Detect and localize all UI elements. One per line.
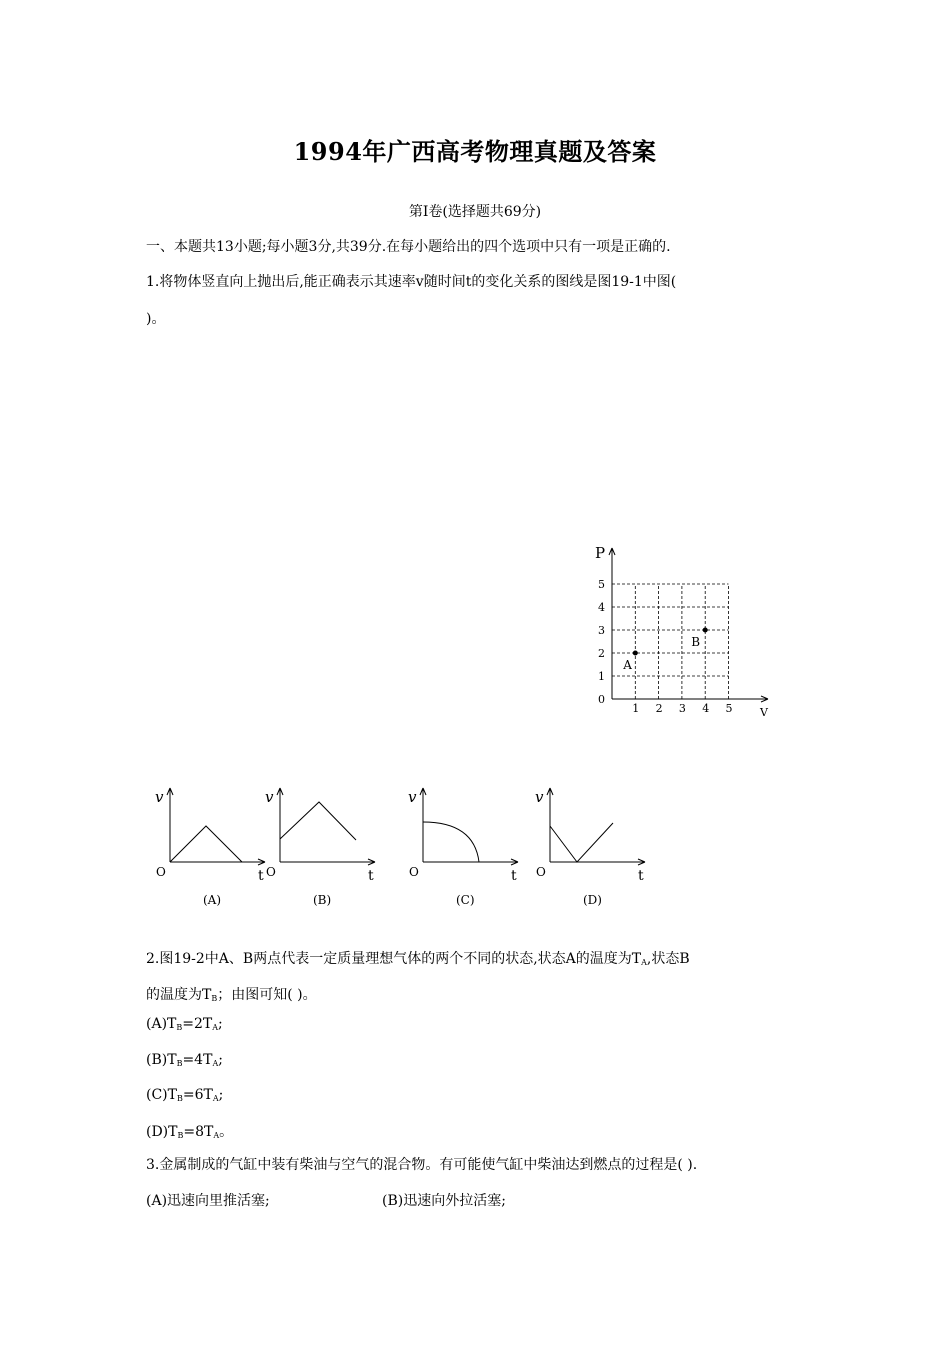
subscript: A	[212, 1059, 219, 1068]
x-axis-label: V	[760, 706, 768, 719]
velocity-label: v	[535, 788, 544, 806]
vt-panel	[535, 788, 645, 907]
point-label-A: A	[623, 658, 632, 672]
q2-line1-mid: ,状态B	[646, 951, 690, 967]
x-tick-label: 5	[725, 702, 733, 715]
q2-option	[146, 1052, 223, 1068]
subscript: B	[176, 1094, 183, 1103]
vt-panel	[408, 788, 518, 907]
x-tick-label: 1	[632, 702, 640, 715]
x-tick-label: 2	[655, 702, 663, 715]
x-tick-label: 3	[678, 702, 686, 715]
option-text: =4T	[182, 1052, 213, 1068]
y-axis-label: P	[595, 544, 606, 562]
point-B	[703, 628, 708, 633]
velocity-curve	[423, 822, 479, 862]
subscript: A	[213, 1131, 220, 1140]
origin-label: O	[156, 865, 166, 879]
velocity-label: v	[265, 788, 274, 806]
y-tick-label: 4	[598, 601, 605, 614]
time-label: t	[368, 868, 374, 884]
section-heading: 第Ⅰ卷(选择题共69分)	[408, 204, 542, 220]
subscript: B	[176, 1023, 183, 1032]
option-text: (B)T	[146, 1052, 177, 1068]
q2-option	[146, 1121, 233, 1141]
option-text: =6T	[182, 1087, 213, 1103]
q2-line2-end: ；由图可知( )。	[217, 987, 317, 1003]
q2-sub-a: A	[641, 958, 647, 967]
y-tick-label: 0	[598, 693, 605, 706]
option-text: 。	[219, 1124, 234, 1140]
q2-option	[146, 1087, 223, 1103]
y-tick-label: 3	[598, 624, 605, 637]
q2-option	[146, 1016, 223, 1032]
q1-line2: )。	[146, 311, 166, 327]
velocity-label: v	[155, 788, 164, 806]
instructions: 一、本题共13小题;每小题3分,共39分.在每小题给出的四个选项中只有一项是正确的.	[146, 239, 671, 255]
subscript: B	[177, 1131, 184, 1140]
origin-label: O	[536, 865, 546, 879]
velocity-curve	[280, 802, 356, 840]
option-text: ;	[218, 1087, 224, 1103]
subscript: A	[212, 1094, 219, 1103]
pv-diagram	[585, 538, 785, 723]
panel-caption: (C)	[456, 893, 475, 907]
point-A	[633, 651, 638, 656]
option-text: =2T	[182, 1016, 213, 1032]
time-label: t	[258, 868, 264, 884]
q2-line1-text: 2.图19-2中A、B两点代表一定质量理想气体的两个不同的状态,状态A的温度为T	[146, 951, 642, 967]
panel-caption: (B)	[313, 893, 332, 907]
velocity-curve	[170, 826, 242, 862]
q3-line1: 3.金属制成的气缸中装有柴油与空气的混合物。有可能使气缸中柴油达到燃点的过程是( ).	[146, 1157, 698, 1173]
option-text: (A)T	[146, 1016, 177, 1032]
q2-sub-b: B	[211, 994, 218, 1003]
vt-panel	[155, 788, 265, 907]
subscript: A	[212, 1023, 219, 1032]
q1-line1: 1.将物体竖直向上抛出后,能正确表示其速率v随时间t的变化关系的图线是图19-1中图(	[146, 274, 677, 290]
vt-panel	[265, 788, 375, 907]
time-label: t	[638, 868, 644, 884]
q2-line2	[146, 984, 317, 1004]
time-label: t	[511, 868, 517, 884]
y-tick-label: 1	[598, 670, 605, 683]
origin-label: O	[409, 865, 419, 879]
option-text: ;	[218, 1016, 223, 1032]
page-title: 1994年广西高考物理真题及答案	[293, 137, 657, 166]
subscript: B	[176, 1059, 183, 1068]
point-label-B: B	[691, 635, 701, 649]
option-text: ;	[218, 1052, 223, 1068]
origin-label: O	[266, 865, 276, 879]
q3-option-a: (A)迅速向里推活塞;	[146, 1193, 270, 1209]
vt-graphs	[140, 780, 680, 915]
q2-line2-text: 的温度为T	[146, 987, 212, 1003]
y-tick-label: 2	[598, 647, 605, 660]
q3-option-b: (B)迅速向外拉活塞;	[382, 1193, 506, 1209]
option-text: =8T	[183, 1124, 214, 1140]
y-tick-label: 5	[598, 578, 605, 591]
velocity-curve	[550, 823, 613, 862]
velocity-label: v	[408, 788, 417, 806]
x-tick-label: 4	[702, 702, 710, 715]
q2-line1	[146, 948, 690, 968]
option-text: (C)T	[146, 1087, 177, 1103]
panel-caption: (D)	[583, 893, 602, 907]
option-text: (D)T	[146, 1124, 178, 1140]
panel-caption: (A)	[203, 893, 222, 907]
